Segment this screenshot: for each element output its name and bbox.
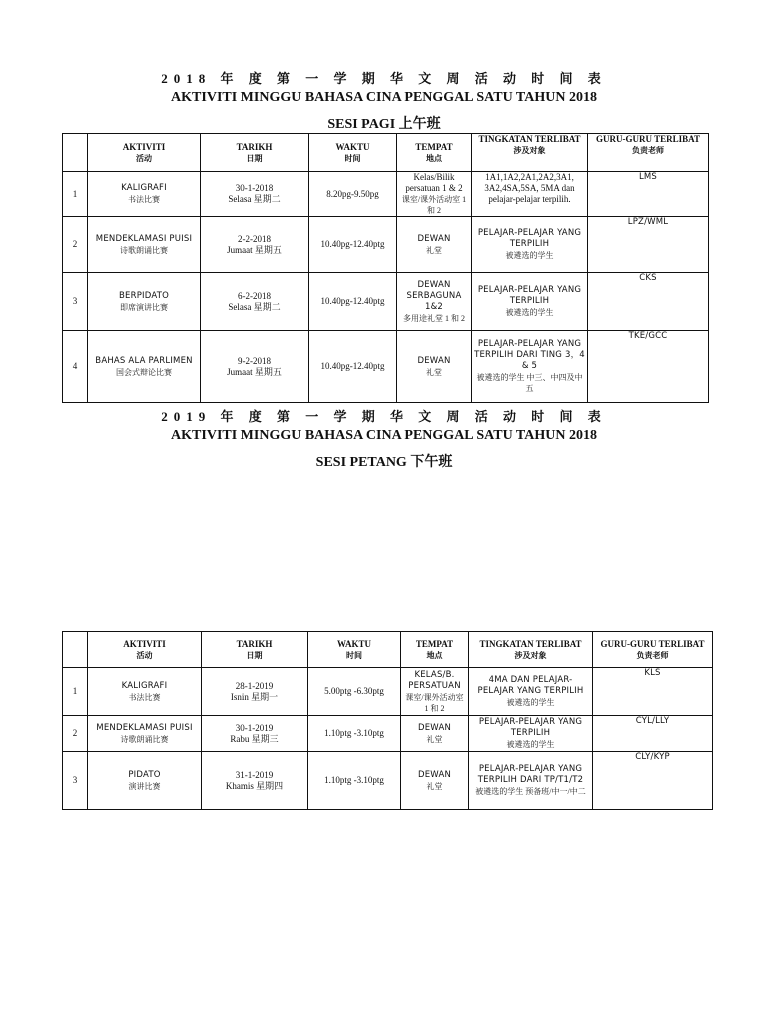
place-cell: DEWAN 礼堂 [397,217,472,273]
table-row [63,752,713,810]
row-number: 3 [63,273,88,331]
header-tempat: TEMPAT 地点 [397,134,472,172]
schedule-table-pagi [62,133,709,403]
header-waktu: WAKTU 时间 [308,632,401,668]
header-no [63,134,88,172]
level-cell: PELAJAR-PELAJAR YANG TERPILIH 被遴选的学生 [472,217,588,273]
teacher-cell: CLY/KYP [593,752,713,810]
level-cell: 1A1,1A2,2A1,2A2,3A1, 3A2,4SA,5SA, 5MA dan pelajar-pelajar terpilih. [472,172,588,217]
header-waktu: WAKTU 时间 [309,134,397,172]
teacher-cell: CKS [588,273,709,331]
row-number: 1 [63,172,88,217]
level-cell: PELAJAR-PELAJAR YANG TERPILIH DARI TP/T1/T2 被遴选的学生 预备班/中一/中二 [469,752,593,810]
row-number: 1 [63,668,88,716]
header-tingkatan: TINGKATAN TERLIBAT 涉及对象 [472,134,588,172]
teacher-cell: LPZ/WML [588,217,709,273]
activity-cell: KALIGRAFI 书法比赛 [88,668,202,716]
activity-cell: BAHAS ALA PARLIMEN 国会式辩论比赛 [88,331,201,403]
header-tempat: TEMPAT 地点 [401,632,469,668]
time-cell: 1.10ptg -3.10ptg [308,752,401,810]
row-number: 3 [63,752,88,810]
activity-cell: KALIGRAFI 书法比赛 [88,172,201,217]
date-cell: 6-2-2018 Selasa 星期二 [201,273,309,331]
table-header-row [63,134,709,172]
teacher-cell: TKE/GCC [588,331,709,403]
place-cell: DEWAN 礼堂 [401,752,469,810]
time-cell: 1.10ptg -3.10ptg [308,716,401,752]
section2-title-cn: 2019 年 度 第 一 学 期 华 文 周 活 动 时 间 表 [161,409,607,424]
activity-cell: PIDATO 演讲比赛 [88,752,202,810]
section2-session: SESI PETANG 下午班 [315,455,453,470]
table-row [63,668,713,716]
time-cell: 10.40pg-12.40ptg [309,331,397,403]
section1-title-cn: 2018 年 度 第 一 学 期 华 文 周 活 动 时 间 表 [161,71,607,86]
table-row [63,716,713,752]
date-cell: 31-1-2019 Khamis 星期四 [202,752,308,810]
teacher-cell: KLS [593,668,713,716]
teacher-cell: LMS [588,172,709,217]
time-cell: 10.40pg-12.40ptg [309,273,397,331]
header-tingkatan: TINGKATAN TERLIBAT 涉及对象 [469,632,593,668]
header-aktiviti: AKTIVITI 活动 [88,134,201,172]
date-cell: 30-1-2018 Selasa 星期二 [201,172,309,217]
activity-cell: MENDEKLAMASI PUISI 诗歌朗诵比赛 [88,217,201,273]
date-cell: 28-1-2019 Isnin 星期一 [202,668,308,716]
table-row [63,217,709,273]
header-tarikh: TARIKH 日期 [201,134,309,172]
row-number: 2 [63,217,88,273]
place-cell: DEWAN SERBAGUNA 1&2 多用途礼堂 1 和 2 [397,273,472,331]
header-guru: GURU-GURU TERLIBAT 负责老师 [593,632,713,668]
date-cell: 30-1-2019 Rabu 星期三 [202,716,308,752]
section1-title-ms: AKTIVITI MINGGU BAHASA CINA PENGGAL SATU TAHUN 2018 [171,90,597,105]
level-cell: PELAJAR-PELAJAR YANG TERPILIH 被遴选的学生 [472,273,588,331]
header-aktiviti: AKTIVITI 活动 [88,632,202,668]
place-cell: DEWAN 礼堂 [397,331,472,403]
row-number: 4 [63,331,88,403]
table-row [63,172,709,217]
section2-title-ms: AKTIVITI MINGGU BAHASA CINA PENGGAL SATU TAHUN 2018 [171,428,597,443]
header-guru: GURU-GURU TERLIBAT 负责老师 [588,134,709,172]
activity-cell: BERPIDATO 即席演讲比赛 [88,273,201,331]
activity-cell: MENDEKLAMASI PUISI 诗歌朗诵比赛 [88,716,202,752]
table-row [63,273,709,331]
time-cell: 8.20pg-9.50pg [309,172,397,217]
schedule-table-petang [62,631,713,810]
header-no [63,632,88,668]
place-cell: KELAS/B. PERSATUAN 课室/课外活动室 1 和 2 [401,668,469,716]
table-header-row [63,632,713,668]
table-row [63,331,709,403]
date-cell: 2-2-2018 Jumaat 星期五 [201,217,309,273]
teacher-cell: CYL/LLY [593,716,713,752]
section1-session: SESI PAGI 上午班 [327,117,441,132]
time-cell: 10.40pg-12.40ptg [309,217,397,273]
row-number: 2 [63,716,88,752]
place-cell: DEWAN 礼堂 [401,716,469,752]
time-cell: 5.00ptg -6.30ptg [308,668,401,716]
header-tarikh: TARIKH 日期 [202,632,308,668]
place-cell: Kelas/Bilik persatuan 1 & 2 课室/课外活动室 1 和 2 [397,172,472,217]
level-cell: PELAJAR-PELAJAR YANG TERPILIH DARI TING 3，4 & 5 被遴选的学生 中三、中四及中五 [472,331,588,403]
level-cell: PELAJAR-PELAJAR YANG TERPILIH 被遴选的学生 [469,716,593,752]
level-cell: 4MA DAN PELAJAR-PELAJAR YANG TERPILIH 被遴选的学生 [469,668,593,716]
date-cell: 9-2-2018 Jumaat 星期五 [201,331,309,403]
